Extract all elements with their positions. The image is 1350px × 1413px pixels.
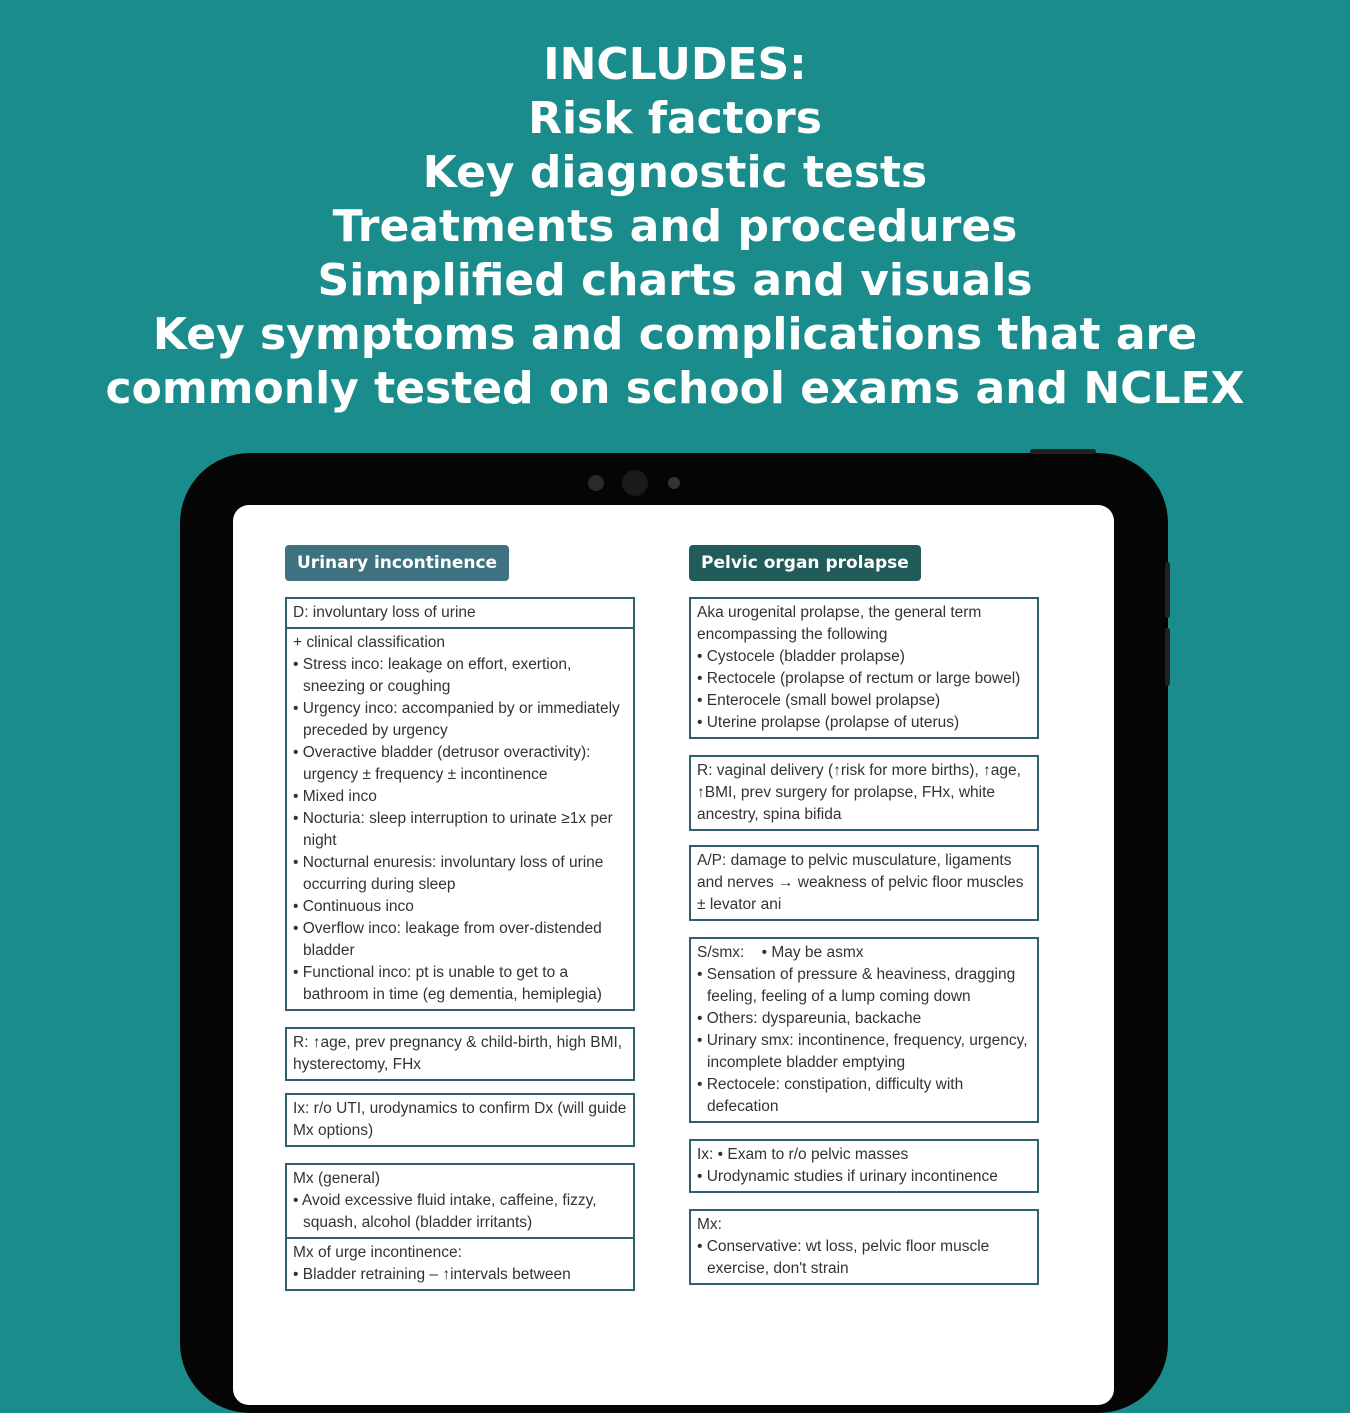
list-item: • Continuous inco — [293, 898, 414, 915]
list-item: • Overactive bladder (detrusor overactivity): urgency ± frequency ± incontinence — [293, 744, 591, 783]
camera-lens-icon — [622, 470, 648, 496]
risk-box — [285, 1027, 635, 1081]
section-title-urinary-incontinence: Urinary incontinence — [285, 545, 509, 581]
list-item: • Urgency inco: accompanied by or immediately preceded by urgency — [293, 700, 620, 739]
list-item: • Sensation of pressure & heaviness, dragging feeling, feeling of a lump coming down — [697, 966, 1016, 1005]
ix-box — [689, 1139, 1039, 1193]
left-column — [285, 545, 637, 1303]
risk-text: R: ↑age, prev pregnancy & child-birth, high BMI, hysterectomy, FHx — [293, 1034, 623, 1073]
headline-line: Treatments and procedures — [332, 201, 1018, 252]
volume-down-button[interactable] — [1165, 628, 1170, 686]
list-item: • Rectocele (prolapse of rectum or large bowel) — [697, 670, 1021, 687]
definition-text: D: involuntary loss of urine — [293, 604, 476, 621]
headline-line: INCLUDES: — [543, 39, 807, 90]
right-column — [689, 545, 1041, 1297]
list-item: • Cystocele (bladder prolapse) — [697, 648, 905, 665]
mx-heading: Mx: — [697, 1216, 722, 1233]
headline — [0, 38, 1350, 416]
symptoms-box — [689, 937, 1039, 1123]
mx-urge-box — [285, 1239, 635, 1291]
intro-box — [689, 597, 1039, 739]
headline-line: Key symptoms and complications that are — [152, 309, 1198, 360]
section-title-pelvic-organ-prolapse: Pelvic organ prolapse — [689, 545, 921, 581]
list-item: • Overflow inco: leakage from over-distended bladder — [293, 920, 602, 959]
list-item: • Stress inco: leakage on effort, exertion, sneezing or coughing — [293, 656, 572, 695]
power-button[interactable] — [1030, 449, 1096, 454]
volume-up-button[interactable] — [1165, 562, 1170, 618]
list-item: • Urinary smx: incontinence, frequency, urgency, incomplete bladder emptying — [697, 1032, 1028, 1071]
mx-urge-heading: Mx of urge incontinence: — [293, 1244, 462, 1261]
list-item: • Rectocele: constipation, difficulty with defecation — [697, 1076, 964, 1115]
list-item: • Avoid excessive fluid intake, caffeine, fizzy, squash, alcohol (bladder irritants) — [293, 1192, 597, 1231]
ap-box — [689, 845, 1039, 921]
list-item: • Uterine prolapse (prolapse of uterus) — [697, 714, 960, 731]
headline-line: commonly tested on school exams and NCLEX — [105, 363, 1245, 414]
symptoms-heading: S/smx: • May be asmx — [697, 944, 864, 961]
risk-text: R: vaginal delivery (↑risk for more births), ↑age, ↑BMI, prev surgery for prolapse, FHx, white ancestry, spina bifida — [697, 762, 1021, 823]
ix-line: • Urodynamic studies if urinary incontinence — [697, 1168, 998, 1185]
tablet-screen — [233, 505, 1114, 1405]
list-item: • Others: dyspareunia, backache — [697, 1010, 922, 1027]
headline-line: Key diagnostic tests — [422, 147, 928, 198]
mx-general-box — [285, 1163, 635, 1239]
ap-text: A/P: damage to pelvic musculature, ligaments and nerves → weakness of pelvic floor muscles ± levator ani — [697, 852, 1024, 913]
headline-line: Simplified charts and visuals — [317, 255, 1033, 306]
sensor-icon — [668, 477, 680, 489]
investigations-text: Ix: r/o UTI, urodynamics to confirm Dx (will guide Mx options) — [293, 1100, 627, 1139]
list-item: • Nocturnal enuresis: involuntary loss of urine occurring during sleep — [293, 854, 604, 893]
mx-box — [689, 1209, 1039, 1285]
list-item: • Functional inco: pt is unable to get to a bathroom in time (eg dementia, hemiplegia) — [293, 964, 602, 1003]
ix-line: Ix: • Exam to r/o pelvic masses — [697, 1146, 909, 1163]
definition-box — [285, 597, 635, 629]
list-item: • Enterocele (small bowel prolapse) — [697, 692, 941, 709]
classification-box — [285, 629, 635, 1011]
classification-heading: + clinical classification — [293, 634, 446, 651]
camera-dot-icon — [588, 475, 604, 491]
risk-box — [689, 755, 1039, 831]
headline-line: Risk factors — [528, 93, 822, 144]
investigations-box — [285, 1093, 635, 1147]
intro-text: Aka urogenital prolapse, the general term encompassing the following — [697, 604, 982, 643]
mx-general-heading: Mx (general) — [293, 1170, 380, 1187]
list-item: • Bladder retraining – ↑intervals between — [293, 1266, 571, 1283]
list-item: • Conservative: wt loss, pelvic floor muscle exercise, don't strain — [697, 1238, 990, 1277]
list-item: • Mixed inco — [293, 788, 377, 805]
list-item: • Nocturia: sleep interruption to urinate ≥1x per night — [293, 810, 613, 849]
